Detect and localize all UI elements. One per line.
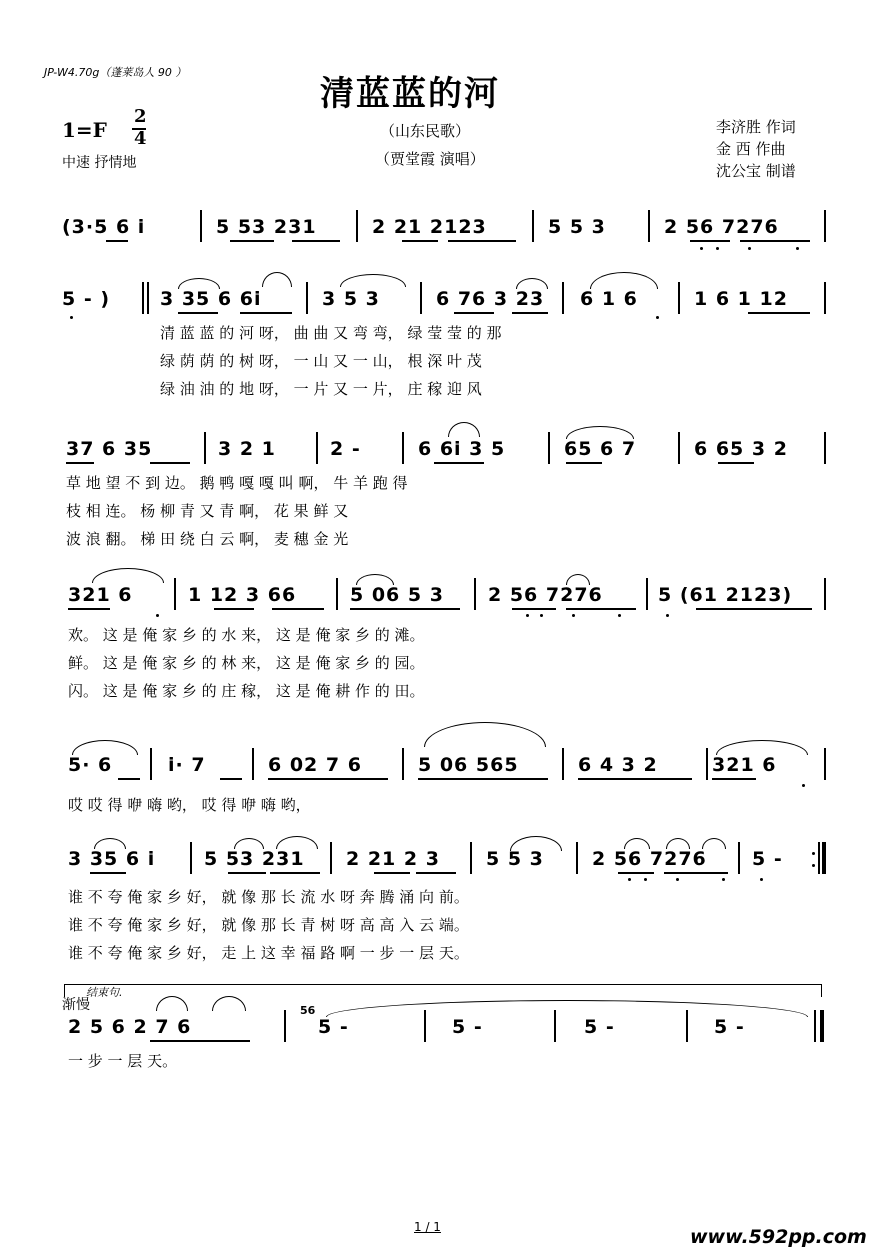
octave-dot: [628, 878, 631, 881]
measure: 5 -: [584, 1016, 615, 1038]
slur: [262, 272, 292, 287]
measure: 321 6: [712, 754, 777, 776]
measure: 2 21 2123: [372, 216, 487, 238]
underline: [374, 872, 410, 874]
octave-dot: [644, 878, 647, 881]
slur: [212, 996, 246, 1011]
bar-line: [824, 210, 826, 242]
measure: 321 6: [68, 584, 133, 606]
measure: 1 12 3 66: [188, 584, 297, 606]
lyric-line: 波 浪 翻。 梯 田 绕 白 云 啊， 麦 穗 金 光: [66, 530, 349, 548]
genre-label: （山东民歌）: [380, 122, 471, 140]
underline: [220, 778, 242, 780]
measure: 6 76 3 23: [436, 288, 545, 310]
lyric-line: 谁 不 夸 俺 家 乡 好， 就 像 那 长 流 水 呀 奔 腾 涌 向 前。: [68, 888, 469, 906]
slur: [276, 836, 318, 849]
underline: [696, 608, 812, 610]
bar-line: [470, 842, 472, 874]
measure: 5 -: [752, 848, 783, 870]
bar-line: [284, 1010, 286, 1042]
octave-dot: [526, 614, 529, 617]
slur: [156, 996, 188, 1011]
lyric-line: 绿 油 油 的 地 呀， 一 片 又 一 片， 庄 稼 迎 风: [160, 380, 482, 398]
underline: [240, 312, 292, 314]
measure: 6 02 7 6: [268, 754, 362, 776]
singer-label: （贾堂霞 演唱）: [375, 150, 485, 168]
underline: [748, 312, 810, 314]
slur: [510, 836, 562, 851]
underline: [566, 462, 602, 464]
lyric-line: 谁 不 夸 俺 家 乡 好， 就 像 那 长 青 树 呀 高 高 入 云 端。: [68, 916, 469, 934]
underline: [292, 240, 340, 242]
underline: [434, 462, 484, 464]
underline: [416, 872, 456, 874]
octave-dot: [540, 614, 543, 617]
underline: [402, 240, 438, 242]
underline: [566, 608, 636, 610]
underline: [214, 608, 254, 610]
lyricist-credit: 李济胜 作词: [716, 118, 796, 136]
slur: [94, 838, 126, 849]
lyric-line: 哎 哎 得 咿 嗨 哟， 哎 得 咿 嗨 哟，: [68, 796, 311, 814]
bar-line: [147, 282, 149, 314]
bar-line: [562, 748, 564, 780]
transcriber-credit: 沈公宝 制谱: [716, 162, 796, 180]
underline: [512, 312, 548, 314]
underline: [448, 240, 516, 242]
lyric-line: 谁 不 夸 俺 家 乡 好， 走 上 这 幸 福 路 啊 一 步 一 层 天。: [68, 944, 469, 962]
measure: 6 1 6: [580, 288, 638, 310]
underline: [690, 240, 730, 242]
underline: [512, 608, 556, 610]
octave-dot: [760, 878, 763, 881]
ending-bracket: [64, 984, 822, 997]
final-bar: [820, 1010, 824, 1042]
bar-line: [204, 432, 206, 464]
bar-line: [356, 210, 358, 242]
measure: 5 06 5 3: [350, 584, 444, 606]
underline: [150, 462, 190, 464]
slur: [340, 274, 406, 287]
tempo-change: 渐慢: [62, 997, 90, 1013]
bar-line: [402, 748, 404, 780]
bar-line: [648, 210, 650, 242]
repeat-dot: [812, 864, 815, 867]
underline: [68, 608, 110, 610]
measure: 3 35 6 6i: [160, 288, 262, 310]
octave-dot: [572, 614, 575, 617]
measure: 5 -: [714, 1016, 745, 1038]
tempo-marking: 中速 抒情地: [62, 155, 137, 171]
measure: 65 6 7: [564, 438, 637, 460]
underline: [106, 240, 128, 242]
measure: 3 2 1: [218, 438, 276, 460]
lyric-line: 清 蓝 蓝 的 河 呀， 曲 曲 又 弯 弯， 绿 莹 莹 的 那: [160, 324, 502, 342]
underline: [454, 312, 494, 314]
meta-tag: JP-W4.70g（蓬莱岛人 90 ）: [44, 66, 187, 79]
repeat-bar: [822, 842, 826, 874]
underline: [578, 778, 692, 780]
measure: 2 56 7276: [664, 216, 779, 238]
underline: [350, 608, 460, 610]
slur: [178, 278, 220, 289]
bar-line: [824, 282, 826, 314]
octave-dot: [676, 878, 679, 881]
measure: 1 6 1 12: [694, 288, 788, 310]
lyric-line: 鲜。 这 是 俺 家 乡 的 林 来， 这 是 俺 家 乡 的 园。: [68, 654, 425, 672]
slur: [92, 568, 164, 583]
underline: [90, 872, 126, 874]
slur: [716, 740, 808, 755]
bar-line: [532, 210, 534, 242]
measure: (3·5 6 i: [62, 216, 146, 238]
underline: [230, 240, 274, 242]
measure: 5 53 231: [204, 848, 305, 870]
bar-line: [474, 578, 476, 610]
bar-line: [142, 282, 144, 314]
slur: [448, 422, 480, 437]
underline: [712, 778, 756, 780]
slur: [424, 722, 546, 747]
measure: 6 65 3 2: [694, 438, 788, 460]
tie: [326, 1000, 808, 1017]
key-signature: 1=F: [62, 118, 107, 142]
measure: 6 4 3 2: [578, 754, 658, 776]
underline: [150, 1040, 250, 1042]
underline: [272, 608, 324, 610]
measure: 6 6i 3 5: [418, 438, 506, 460]
bar-line: [174, 578, 176, 610]
slur: [72, 740, 138, 755]
measure: 5 5 3: [548, 216, 606, 238]
lyric-line: 草 地 望 不 到 边。 鹅 鸭 嘎 嘎 叫 啊， 牛 羊 跑 得: [66, 474, 408, 492]
underline: [118, 778, 140, 780]
measure: i· 7: [168, 754, 206, 776]
bar-line: [306, 282, 308, 314]
lyric-line: 枝 相 连。 杨 柳 青 又 青 啊， 花 果 鲜 又: [66, 502, 349, 520]
measure: 5 -: [318, 1016, 349, 1038]
slur: [566, 574, 590, 585]
measure: 5 5 3: [486, 848, 544, 870]
page-number: 1 / 1: [414, 1220, 441, 1234]
bar-line: [706, 748, 708, 780]
slur: [356, 574, 394, 585]
bar-line: [150, 748, 152, 780]
measure: 2 56 7276: [592, 848, 707, 870]
underline: [270, 872, 320, 874]
bar-line: [678, 282, 680, 314]
site-watermark: www.592pp.com: [690, 1226, 867, 1248]
measure: 37 6 35: [66, 438, 153, 460]
measure: 2 21 2 3: [346, 848, 440, 870]
octave-dot: [802, 784, 805, 787]
slur: [516, 278, 548, 289]
repeat-dot: [812, 852, 815, 855]
bar-line: [336, 578, 338, 610]
bar-line: [548, 432, 550, 464]
bar-line: [818, 842, 820, 874]
octave-dot: [700, 247, 703, 250]
octave-dot: [796, 247, 799, 250]
bar-line: [738, 842, 740, 874]
bar-line: [420, 282, 422, 314]
bar-line: [576, 842, 578, 874]
underline: [178, 312, 218, 314]
composer-credit: 金 西 作曲: [716, 140, 786, 158]
octave-dot: [722, 878, 725, 881]
measure: 5 06 565: [418, 754, 519, 776]
measure: 5 -: [452, 1016, 483, 1038]
underline: [718, 462, 754, 464]
bar-line: [562, 282, 564, 314]
slur: [566, 426, 634, 439]
page-title: 清蓝蓝的河: [320, 74, 500, 114]
bar-line: [200, 210, 202, 242]
octave-dot: [70, 316, 73, 319]
underline: [664, 872, 728, 874]
underline: [740, 240, 810, 242]
octave-dot: [618, 614, 621, 617]
slur: [624, 838, 650, 849]
underline: [418, 778, 548, 780]
underline: [66, 462, 94, 464]
time-signature-top: 2: [134, 106, 147, 127]
octave-dot: [666, 614, 669, 617]
measure: 3 35 6 i: [68, 848, 156, 870]
bar-line: [402, 432, 404, 464]
octave-dot: [748, 247, 751, 250]
measure: 5 (61 2123): [658, 584, 793, 606]
time-signature-bottom: 4: [134, 128, 147, 149]
measure: 2 56 7276: [488, 584, 603, 606]
slur: [590, 272, 658, 289]
lyric-line: 绿 荫 荫 的 树 呀， 一 山 又 一 山， 根 深 叶 茂: [160, 352, 482, 370]
bar-line: [646, 578, 648, 610]
slur: [234, 838, 264, 849]
measure: 5 53 231: [216, 216, 317, 238]
lyric-line: 一 步 一 层 天。: [68, 1052, 178, 1070]
lyric-line: 欢。 这 是 俺 家 乡 的 水 来， 这 是 俺 家 乡 的 滩。: [68, 626, 425, 644]
bar-line: [330, 842, 332, 874]
bar-line: [824, 748, 826, 780]
bar-line: [252, 748, 254, 780]
bar-line: [824, 432, 826, 464]
slur: [666, 838, 690, 849]
ending-label: 结束句.: [86, 986, 123, 999]
bar-line: [190, 842, 192, 874]
octave-dot: [656, 316, 659, 319]
octave-dot: [716, 247, 719, 250]
measure: 3 5 3: [322, 288, 380, 310]
underline: [618, 872, 654, 874]
measure: 5 - ): [62, 288, 111, 310]
measure: 2 5 6 2 7 6: [68, 1016, 192, 1038]
bar-line: [678, 432, 680, 464]
grace-note: 56: [300, 1004, 316, 1017]
measure: 5· 6: [68, 754, 113, 776]
underline: [268, 778, 388, 780]
bar-line: [316, 432, 318, 464]
measure: 2 -: [330, 438, 361, 460]
bar-line: [824, 578, 826, 610]
octave-dot: [156, 614, 159, 617]
bar-line: [814, 1010, 816, 1042]
slur: [702, 838, 726, 849]
lyric-line: 闪。 这 是 俺 家 乡 的 庄 稼， 这 是 俺 耕 作 的 田。: [68, 682, 425, 700]
underline: [228, 872, 266, 874]
